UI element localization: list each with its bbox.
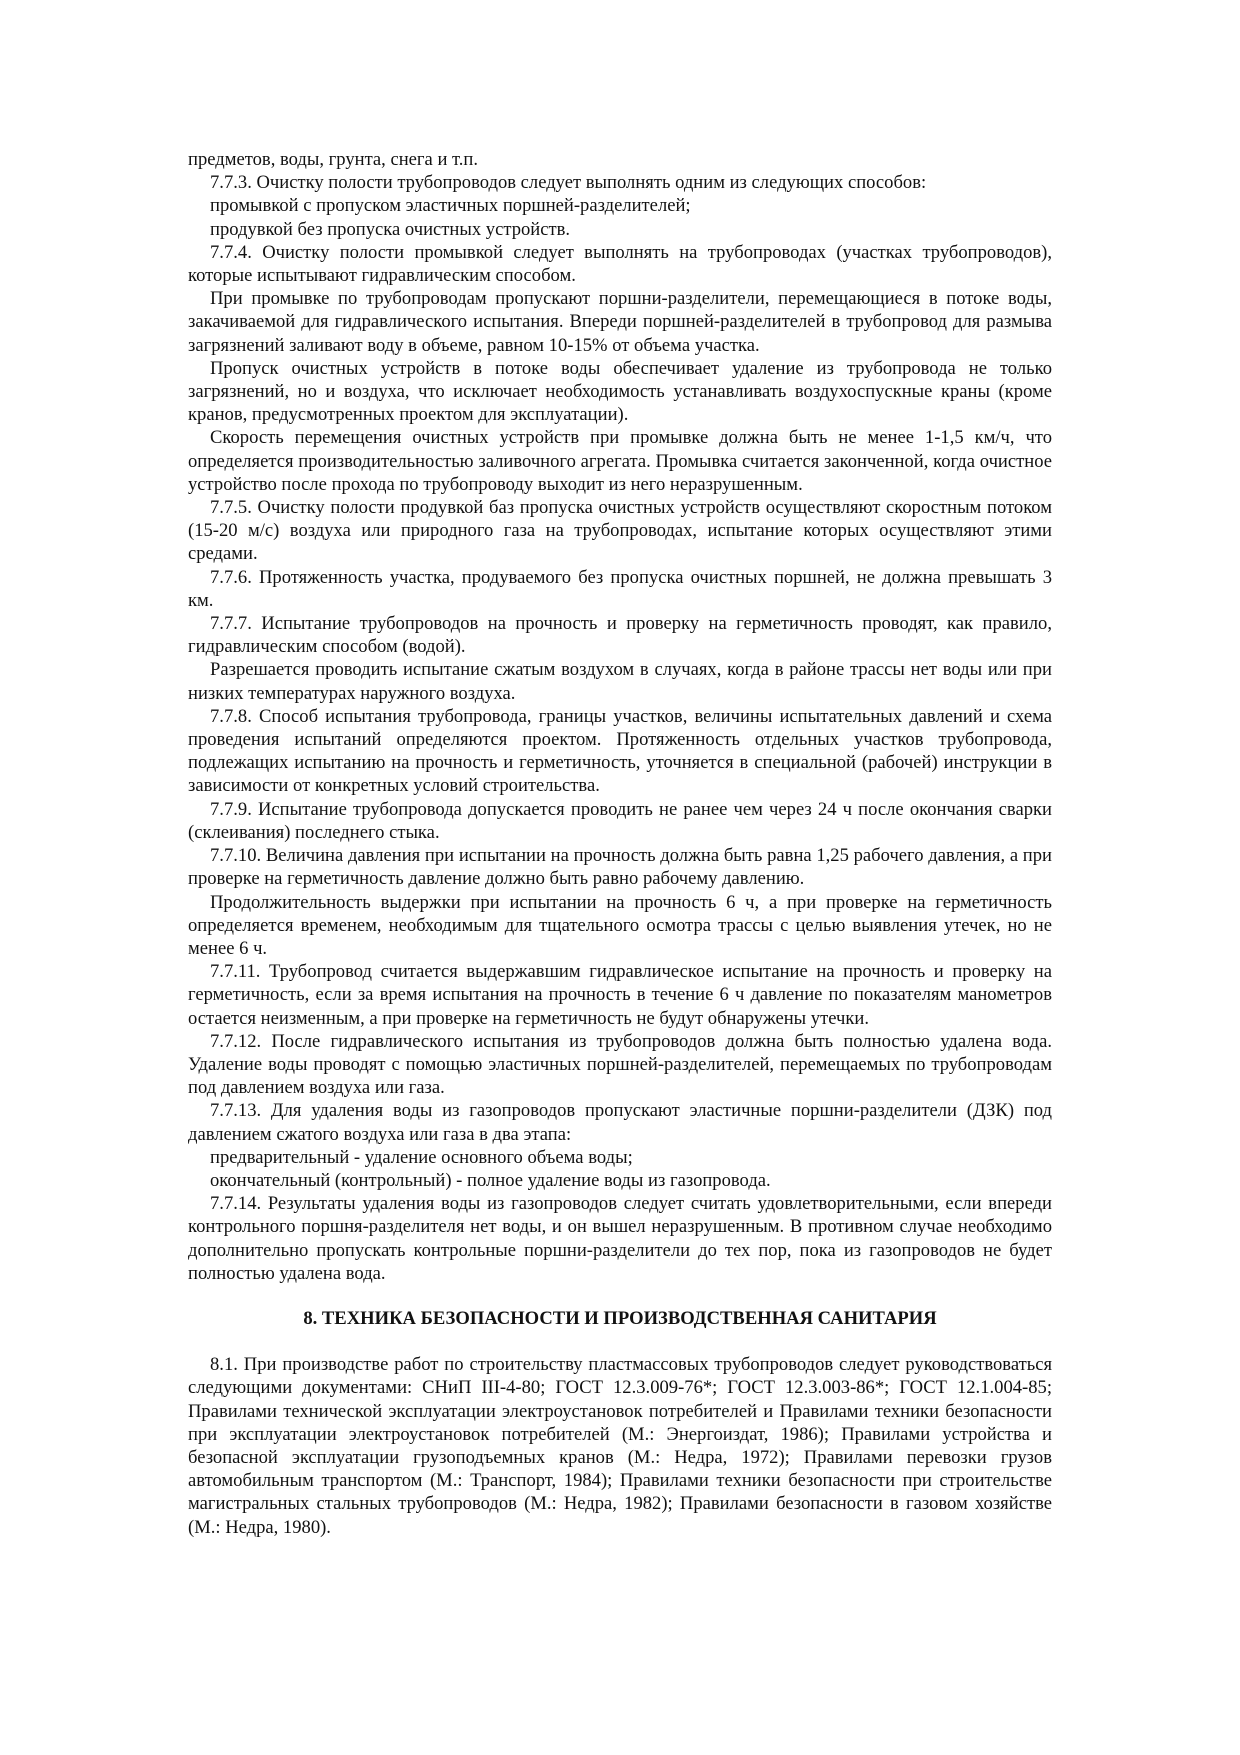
paragraph-7-7-3: 7.7.3. Очистку полости трубопроводов следует выполнять одним из следующих способов:: [210, 172, 927, 194]
section-heading: 8. ТЕХНИКА БЕЗОПАСНОСТИ И ПРОИЗВОДСТВЕННАЯ САНИТАРИЯ: [303, 1307, 937, 1329]
paragraph-cleaning-devices: Пропуск очистных устройств в потоке воды обеспечивает удаление из трубопровода не только загрязнений, но и воздуха, что исключает необходимость устанавливать воздухоспускные краны (кроме кранов, предусмотренных проектом для эксплуатации).: [188, 357, 1052, 426]
paragraph-7-7-14: 7.7.14. Результаты удаления воды из газопроводов следует считать удовлетворительными, если впереди контрольного поршня-разделителя нет воды, и он вышел неразрушенным. В противном случае необходимо дополнительно пропускать контрольные поршни-разделители до тех пор, пока из газопроводов не будет полностью удалена вода.: [188, 1193, 1052, 1284]
document-body: [188, 148, 1052, 1539]
paragraph-speed: Скорость перемещения очистных устройств при промывке должна быть не менее 1-1,5 км/ч, что определяется производительностью заливочного агрегата. Промывка считается законченной, когда очистное устройство после прохода по трубопроводу выходит из него неразрушенным.: [188, 427, 1052, 495]
paragraph-7-7-5: 7.7.5. Очистку полости продувкой баз пропуска очистных устройств осуществляют скоростным потоком (15-20 м/с) воздуха или природного газа на трубопроводах, испытание которых осуществляют этими средами.: [188, 497, 1052, 565]
paragraph-7-7-8: 7.7.8. Способ испытания трубопровода, границы участков, величины испытательных давлений и схема проведения испытаний определяются проектом. Протяженность отдельных участков трубопровода, подлежащих испытанию на прочность и герметичность, уточняется в специальной (рабочей) инструкции в зависимости от конкретных условий строительства.: [188, 705, 1052, 797]
paragraph-7-7-7: 7.7.7. Испытание трубопроводов на прочность и проверку на герметичность проводят, как правило, гидравлическим способом (водой).: [188, 613, 1052, 658]
paragraph-7-7-9: 7.7.9. Испытание трубопровода допускается проводить не ранее чем через 24 ч после окончания сварки (склеивания) последнего стыка.: [188, 798, 1052, 843]
paragraph-7-7-13: 7.7.13. Для удаления воды из газопроводов пропускают эластичные поршни-разделители (ДЗК) под давлением сжатого воздуха или газа в два этапа:: [188, 1100, 1052, 1145]
paragraph-7-7-6: 7.7.6. Протяженность участка, продуваемого без пропуска очистных поршней, не должна превышать 3 км.: [188, 566, 1052, 611]
paragraph-7-7-11: 7.7.11. Трубопровод считается выдержавшим гидравлическое испытание на прочность и проверку на герметичность, если за время испытания на прочность в течение 6 ч давление по показателям манометров остается неизменным, а при проверке на герметичность не будут обнаружены утечки.: [188, 961, 1052, 1029]
paragraph-8-1: 8.1. При производстве работ по строительству пластмассовых трубопроводов следует руководствоваться следующими документами: СНиП III-4-80; ГОСТ 12.3.009-76*; ГОСТ 12.3.003-86*; ГОСТ 12.1.004-85; Правилами технической эксплуатации электроустановок потребителей и Правилами техники безопасности при эксплуатации электроустановок потребителей (М.: Энергоиздат, 1986); Правилами устройства и безопасной эксплуатации грузоподъемных кранов (М.: Недра, 1972); Правилами перевозки грузов автомобильным транспортом (М.: Транспорт, 1984); Правилами техники безопасности при строительстве магистральных стальных трубопроводов (М.: Недра, 1982); Правилами безопасности в газовом хозяйстве (М.: Недра, 1980).: [188, 1354, 1052, 1538]
list-item-blowing: продувкой без пропуска очистных устройств.: [210, 218, 571, 240]
paragraph-duration: Продолжительность выдержки при испытании на прочность 6 ч, а при проверке на герметичность определяется временем, необходимым для тщательного осмотра трассы с целью выявления утечек, но не менее 6 ч.: [188, 891, 1052, 959]
list-item-preliminary: предварительный - удаление основного объема воды;: [210, 1146, 633, 1168]
paragraph-continuation: предметов, воды, грунта, снега и т.п.: [188, 149, 479, 170]
paragraph-7-7-4: 7.7.4. Очистку полости промывкой следует выполнять на трубопроводах (участках трубопроводов), которые испытывают гидравлическим способом.: [188, 241, 1052, 287]
paragraph-flushing-process: При промывке по трубопроводам пропускают поршни-разделители, перемещающиеся в потоке воды, закачиваемой для гидравлического испытания. Впереди поршней-разделителей в трубопровод для размыва загрязнений заливают воду в объеме, равном 10-15% от объема участка.: [188, 288, 1052, 356]
list-item-flushing: промывкой с пропуском эластичных поршней-разделителей;: [210, 195, 691, 217]
paragraph-7-7-10: 7.7.10. Величина давления при испытании на прочность должна быть равна 1,25 рабочего давления, а при проверке на герметичность давление должно быть равно рабочему давлению.: [188, 845, 1052, 890]
paragraph-compressed-air: Разрешается проводить испытание сжатым воздухом в случаях, когда в районе трассы нет воды или при низких температурах наружного воздуха.: [188, 659, 1052, 704]
list-item-final: окончательный (контрольный) - полное удаление воды из газопровода.: [210, 1169, 771, 1191]
paragraph-7-7-12: 7.7.12. После гидравлического испытания из трубопроводов должна быть полностью удалена вода. Удаление воды проводят с помощью эластичных поршней-разделителей, перемещаемых по трубопроводам под давлением воздуха или газа.: [188, 1030, 1052, 1099]
